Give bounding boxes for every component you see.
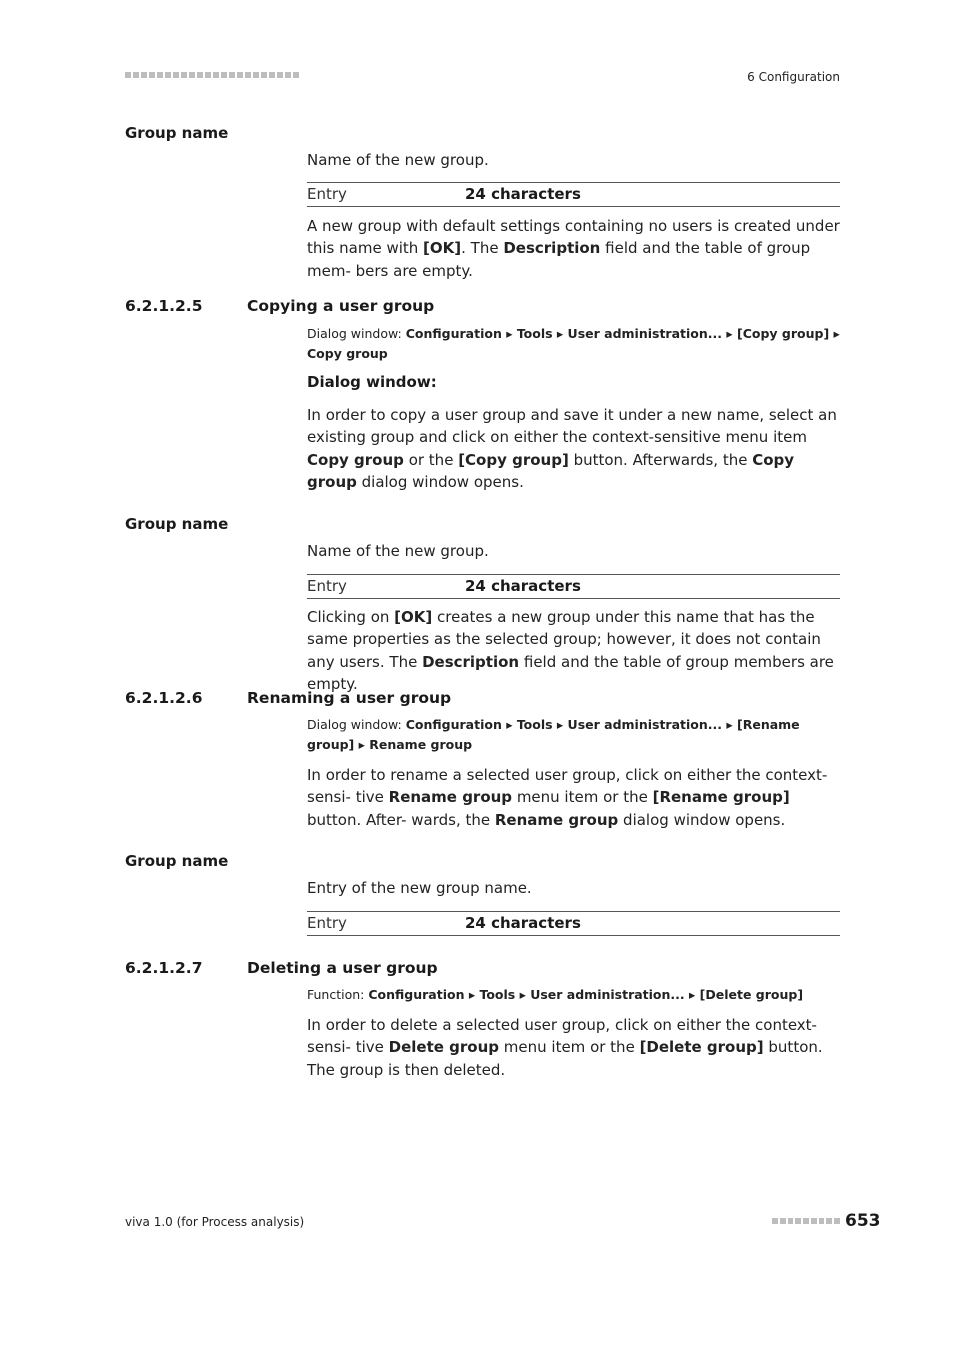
header-decoration [125,72,307,80]
footer-product: viva 1.0 (for Process analysis) [125,1215,305,1229]
section-title: Renaming a user group [247,689,452,707]
entry-value: 24 characters [465,577,581,595]
chapter-header: 6 Configuration [747,70,840,84]
menu-path: Dialog window: Configuration ▸ Tools ▸ User administration... ▸ [Rename group] ▸ Rename group [307,717,800,752]
entry-key: Entry [307,577,347,595]
entry-table [307,911,840,936]
section-title: Deleting a user group [247,959,438,977]
page-number: 653 [845,1211,881,1231]
section-number: 6.2.1.2.6 [125,689,203,707]
param-label-group-name: Group name [125,852,229,870]
menu-path: Dialog window: Configuration ▸ Tools ▸ User administration... ▸ [Copy group] ▸ Copy group [307,326,840,361]
param-description: Name of the new group. [307,542,489,560]
paragraph: In order to delete a selected user group, click on either the context-sensi- tive Delete group menu item or the [Delete group] button. The group is then deleted. [307,1016,823,1079]
entry-table [307,574,840,599]
entry-value: 24 characters [465,185,581,203]
param-description: Entry of the new group name. [307,879,532,897]
menu-path: Function: Configuration ▸ Tools ▸ User administration... ▸ [Delete group] [307,987,804,1002]
entry-value: 24 characters [465,914,581,932]
param-description: Name of the new group. [307,151,489,169]
paragraph: Clicking on [OK] creates a new group under this name that has the same properties as the selected group; however, it does not contain any users. The Description field and the table of group members are empty. [307,608,834,693]
paragraph: In order to copy a user group and save it under a new name, select an existing group and click on either the context-sensitive menu item Copy group or the [Copy group] button. Afterwards, the Copy group dialog window opens. [307,406,837,491]
param-label-group-name: Group name [125,124,229,142]
entry-table [307,182,840,207]
subheading: Dialog window: [307,373,437,391]
section-number: 6.2.1.2.7 [125,959,203,977]
paragraph: A new group with default settings containing no users is created under this name with [OK]. The Description field and the table of group mem- bers are empty. [307,217,840,280]
footer-decoration [772,1218,840,1226]
entry-key: Entry [307,914,347,932]
param-label-group-name: Group name [125,515,229,533]
entry-key: Entry [307,185,347,203]
paragraph: In order to rename a selected user group, click on either the context-sensi- tive Rename group menu item or the [Rename group] button. After- wards, the Rename group dialog window opens. [307,766,828,829]
section-number: 6.2.1.2.5 [125,297,203,315]
section-title: Copying a user group [247,297,435,315]
